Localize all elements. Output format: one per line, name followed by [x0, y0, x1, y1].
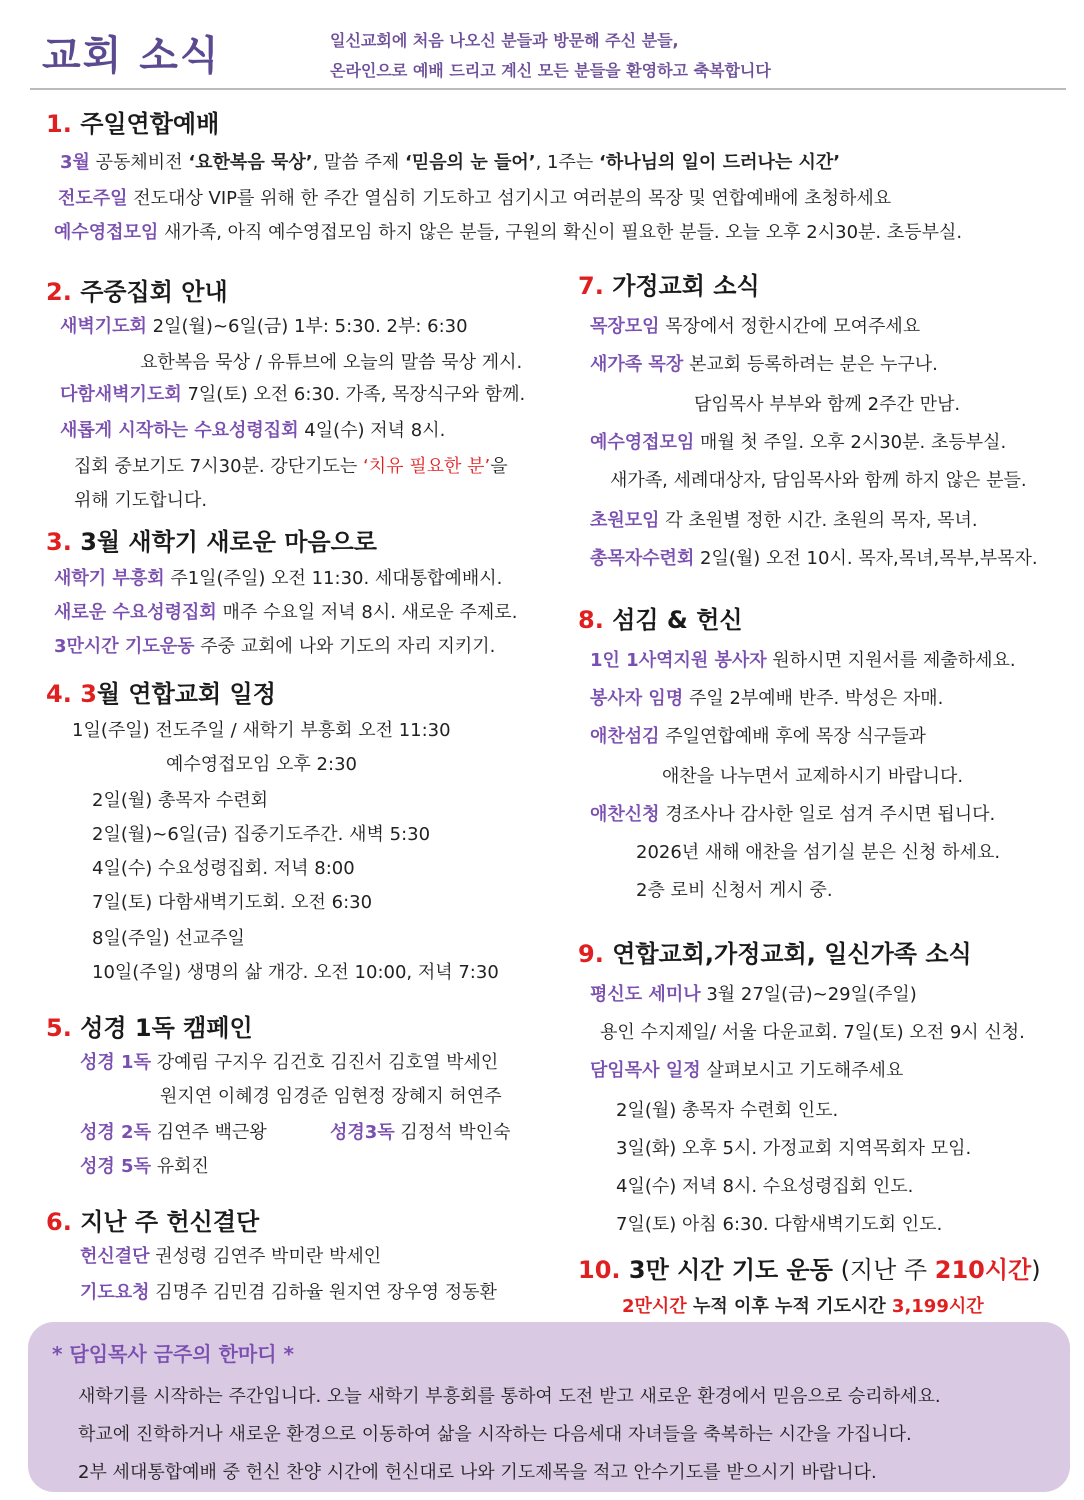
section-7-heading: 7. 가정교회 소식	[578, 272, 760, 300]
section-3-line: 새학기 부흥회 주1일(주일) 오전 11:30. 세대통합예배시.	[54, 568, 503, 589]
section-7-line: 총목자수련회 2일(월) 오전 10시. 목자,목녀,목부,부목자.	[590, 548, 1038, 569]
section-9-line: 담임목사 일정 살펴보시고 기도해주세요	[590, 1060, 904, 1081]
section-2-line: 다함새벽기도회 7일(토) 오전 6:30. 가족, 목장식구와 함께.	[60, 384, 526, 405]
pastor-schedule-item: 4일(수) 저녁 8시. 수요성령집회 인도.	[616, 1176, 914, 1197]
schedule-item: 8일(주일) 선교주일	[92, 928, 245, 949]
schedule-item: 2일(월)~6일(금) 집중기도주간. 새벽 5:30	[92, 824, 431, 845]
section-2-line: 요한복음 묵상 / 유튜브에 오늘의 말씀 묵상 게시.	[140, 352, 523, 373]
section-5-line: 성경 1독 강예림 구지우 김건호 김진서 김호열 박세인	[80, 1052, 499, 1073]
section-7-line: 예수영접모임 매월 첫 주일. 오후 2시30분. 초등부실.	[590, 432, 1007, 453]
section-8-line: 2026년 새해 애찬을 섬기실 분은 신청 하세요.	[636, 842, 1001, 863]
section-6-heading: 6. 지난 주 헌신결단	[46, 1208, 260, 1236]
section-2-line: 집회 중보기도 7시30분. 강단기도는 ‘치유 필요한 분’을	[74, 456, 508, 477]
schedule-item: 1일(주일) 전도주일 / 새학기 부흥회 오전 11:30	[72, 720, 451, 741]
section-1-heading: 1. 주일연합예배	[46, 110, 220, 138]
prayer-hours-total: 2만시간 누적 이후 누적 기도시간 3,199시간	[622, 1296, 984, 1317]
schedule-item: 4일(수) 수요성령집회. 저녁 8:00	[92, 858, 355, 879]
section-2-line: 위해 기도합니다.	[74, 490, 208, 511]
section-10-heading: 10. 3만 시간 기도 운동 (지난 주 210시간)	[578, 1256, 1041, 1284]
pastor-schedule-item: 7일(토) 아침 6:30. 다함새벽기도회 인도.	[616, 1214, 943, 1235]
pastor-schedule-item: 2일(월) 총목자 수련회 인도.	[616, 1100, 839, 1121]
section-8-heading: 8. 섬김 & 헌신	[578, 606, 743, 634]
section-9-line: 평신도 세미나 3월 27일(금)~29일(주일)	[590, 984, 917, 1005]
section-5-line: 원지연 이혜경 임경준 임현정 장혜지 허연주	[160, 1086, 502, 1107]
section-7-line: 담임목사 부부와 함께 2주간 만남.	[694, 394, 961, 415]
section-8-line: 2층 로비 신청서 게시 중.	[636, 880, 833, 901]
section-9-heading: 9. 연합교회,가정교회, 일신가족 소식	[578, 940, 972, 968]
pastor-message-line: 새학기를 시작하는 주간입니다. 오늘 새학기 부흥회를 통하여 도전 받고 새로운 환경에서 믿음으로 승리하세요.	[78, 1386, 941, 1407]
section-2-line: 새롭게 시작하는 수요성령집회 4일(수) 저녁 8시.	[60, 420, 446, 441]
pastor-message-line: 학교에 진학하거나 새로운 환경으로 이동하여 삶을 시작하는 다음세대 자녀들을 축복하는 시간을 가집니다.	[78, 1424, 912, 1445]
section-9-line: 용인 수지제일/ 서울 다운교회. 7일(토) 오전 9시 신청.	[600, 1022, 1025, 1043]
section-7-line: 목장모임 목장에서 정한시간에 모여주세요	[590, 316, 921, 337]
section-7-line: 새가족, 세례대상자, 담임목사와 함께 하지 않은 분들.	[610, 470, 1027, 491]
schedule-item: 예수영접모임 오후 2:30	[166, 754, 357, 775]
section-7-line: 초원모임 각 초원별 정한 시간. 초원의 목자, 목녀.	[590, 510, 978, 531]
section-5-line: 성경3독 김정석 박인숙	[330, 1122, 511, 1143]
schedule-item: 2일(월) 총목자 수련회	[92, 790, 269, 811]
section-6-line: 기도요청 김명주 김민겸 김하율 원지연 장우영 정동환	[80, 1282, 497, 1303]
section-5-line: 성경 5독 유회진	[80, 1156, 209, 1177]
section-6-line: 헌신결단 권성령 김연주 박미란 박세인	[80, 1246, 382, 1267]
section-7-line: 새가족 목장 본교회 등록하려는 분은 누구나.	[590, 354, 938, 375]
section-3-line: 새로운 수요성령집회 매주 수요일 저녁 8시. 새로운 주제로.	[54, 602, 518, 623]
welcome-message: 일신교회에 처음 나오신 분들과 방문해 주신 분들, 온라인으로 예배 드리고 계신 모든 분들을 환영하고 축복합니다	[330, 31, 771, 80]
section-5-heading: 5. 성경 1독 캠페인	[46, 1014, 253, 1042]
section-8-line: 애찬을 나누면서 교제하시기 바랍니다.	[662, 766, 964, 787]
schedule-item: 10일(주일) 생명의 삶 개강. 오전 10:00, 저녁 7:30	[92, 962, 499, 983]
pastor-schedule-item: 3일(화) 오후 5시. 가정교회 지역목회자 모임.	[616, 1138, 972, 1159]
section-5-line: 성경 2독 김연주 백근왕	[80, 1122, 267, 1143]
section-2-line: 새벽기도회 2일(월)~6일(금) 1부: 5:30. 2부: 6:30	[60, 316, 468, 337]
section-4-heading: 4. 3월 연합교회 일정	[46, 680, 276, 708]
header-divider	[30, 88, 1066, 90]
section-1-line: 3월 공동체비전 ‘요한복음 묵상’, 말씀 주제 ‘믿음의 눈 들어’, 1주는 ‘하나님의 일이 드러나는 시간’	[60, 152, 841, 173]
section-8-line: 애찬신청 경조사나 감사한 일로 섬겨 주시면 됩니다.	[590, 804, 996, 825]
section-8-line: 애찬섬김 주일연합예배 후에 목장 식구들과	[590, 726, 926, 747]
section-3-heading: 3. 3월 새학기 새로운 마음으로	[46, 528, 377, 556]
section-3-line: 3만시간 기도운동 주중 교회에 나와 기도의 자리 지키기.	[54, 636, 496, 657]
pastor-message-title: * 담임목사 금주의 한마디 *	[52, 1342, 294, 1366]
section-1-line: 전도주일 전도대상 VIP를 위해 한 주간 열심히 기도하고 섬기시고 여러분의 목장 및 연합예배에 초청하세요	[58, 188, 892, 209]
section-2-heading: 2. 주중집회 안내	[46, 278, 228, 306]
schedule-item: 7일(토) 다함새벽기도회. 오전 6:30	[92, 892, 373, 913]
page-title: 교회 소식	[42, 33, 221, 79]
pastor-message-line: 2부 세대통합예배 중 헌신 찬양 시간에 헌신대로 나와 기도제목을 적고 안수기도를 받으시기 바랍니다.	[78, 1462, 877, 1483]
section-8-line: 1인 1사역지원 봉사자 원하시면 지원서를 제출하세요.	[590, 650, 1016, 671]
section-1-line: 예수영접모임 새가족, 아직 예수영접모임 하지 않은 분들, 구원의 확신이 필요한 분들. 오늘 오후 2시30분. 초등부실.	[54, 222, 963, 243]
section-8-line: 봉사자 임명 주일 2부예배 반주. 박성은 자매.	[590, 688, 944, 709]
